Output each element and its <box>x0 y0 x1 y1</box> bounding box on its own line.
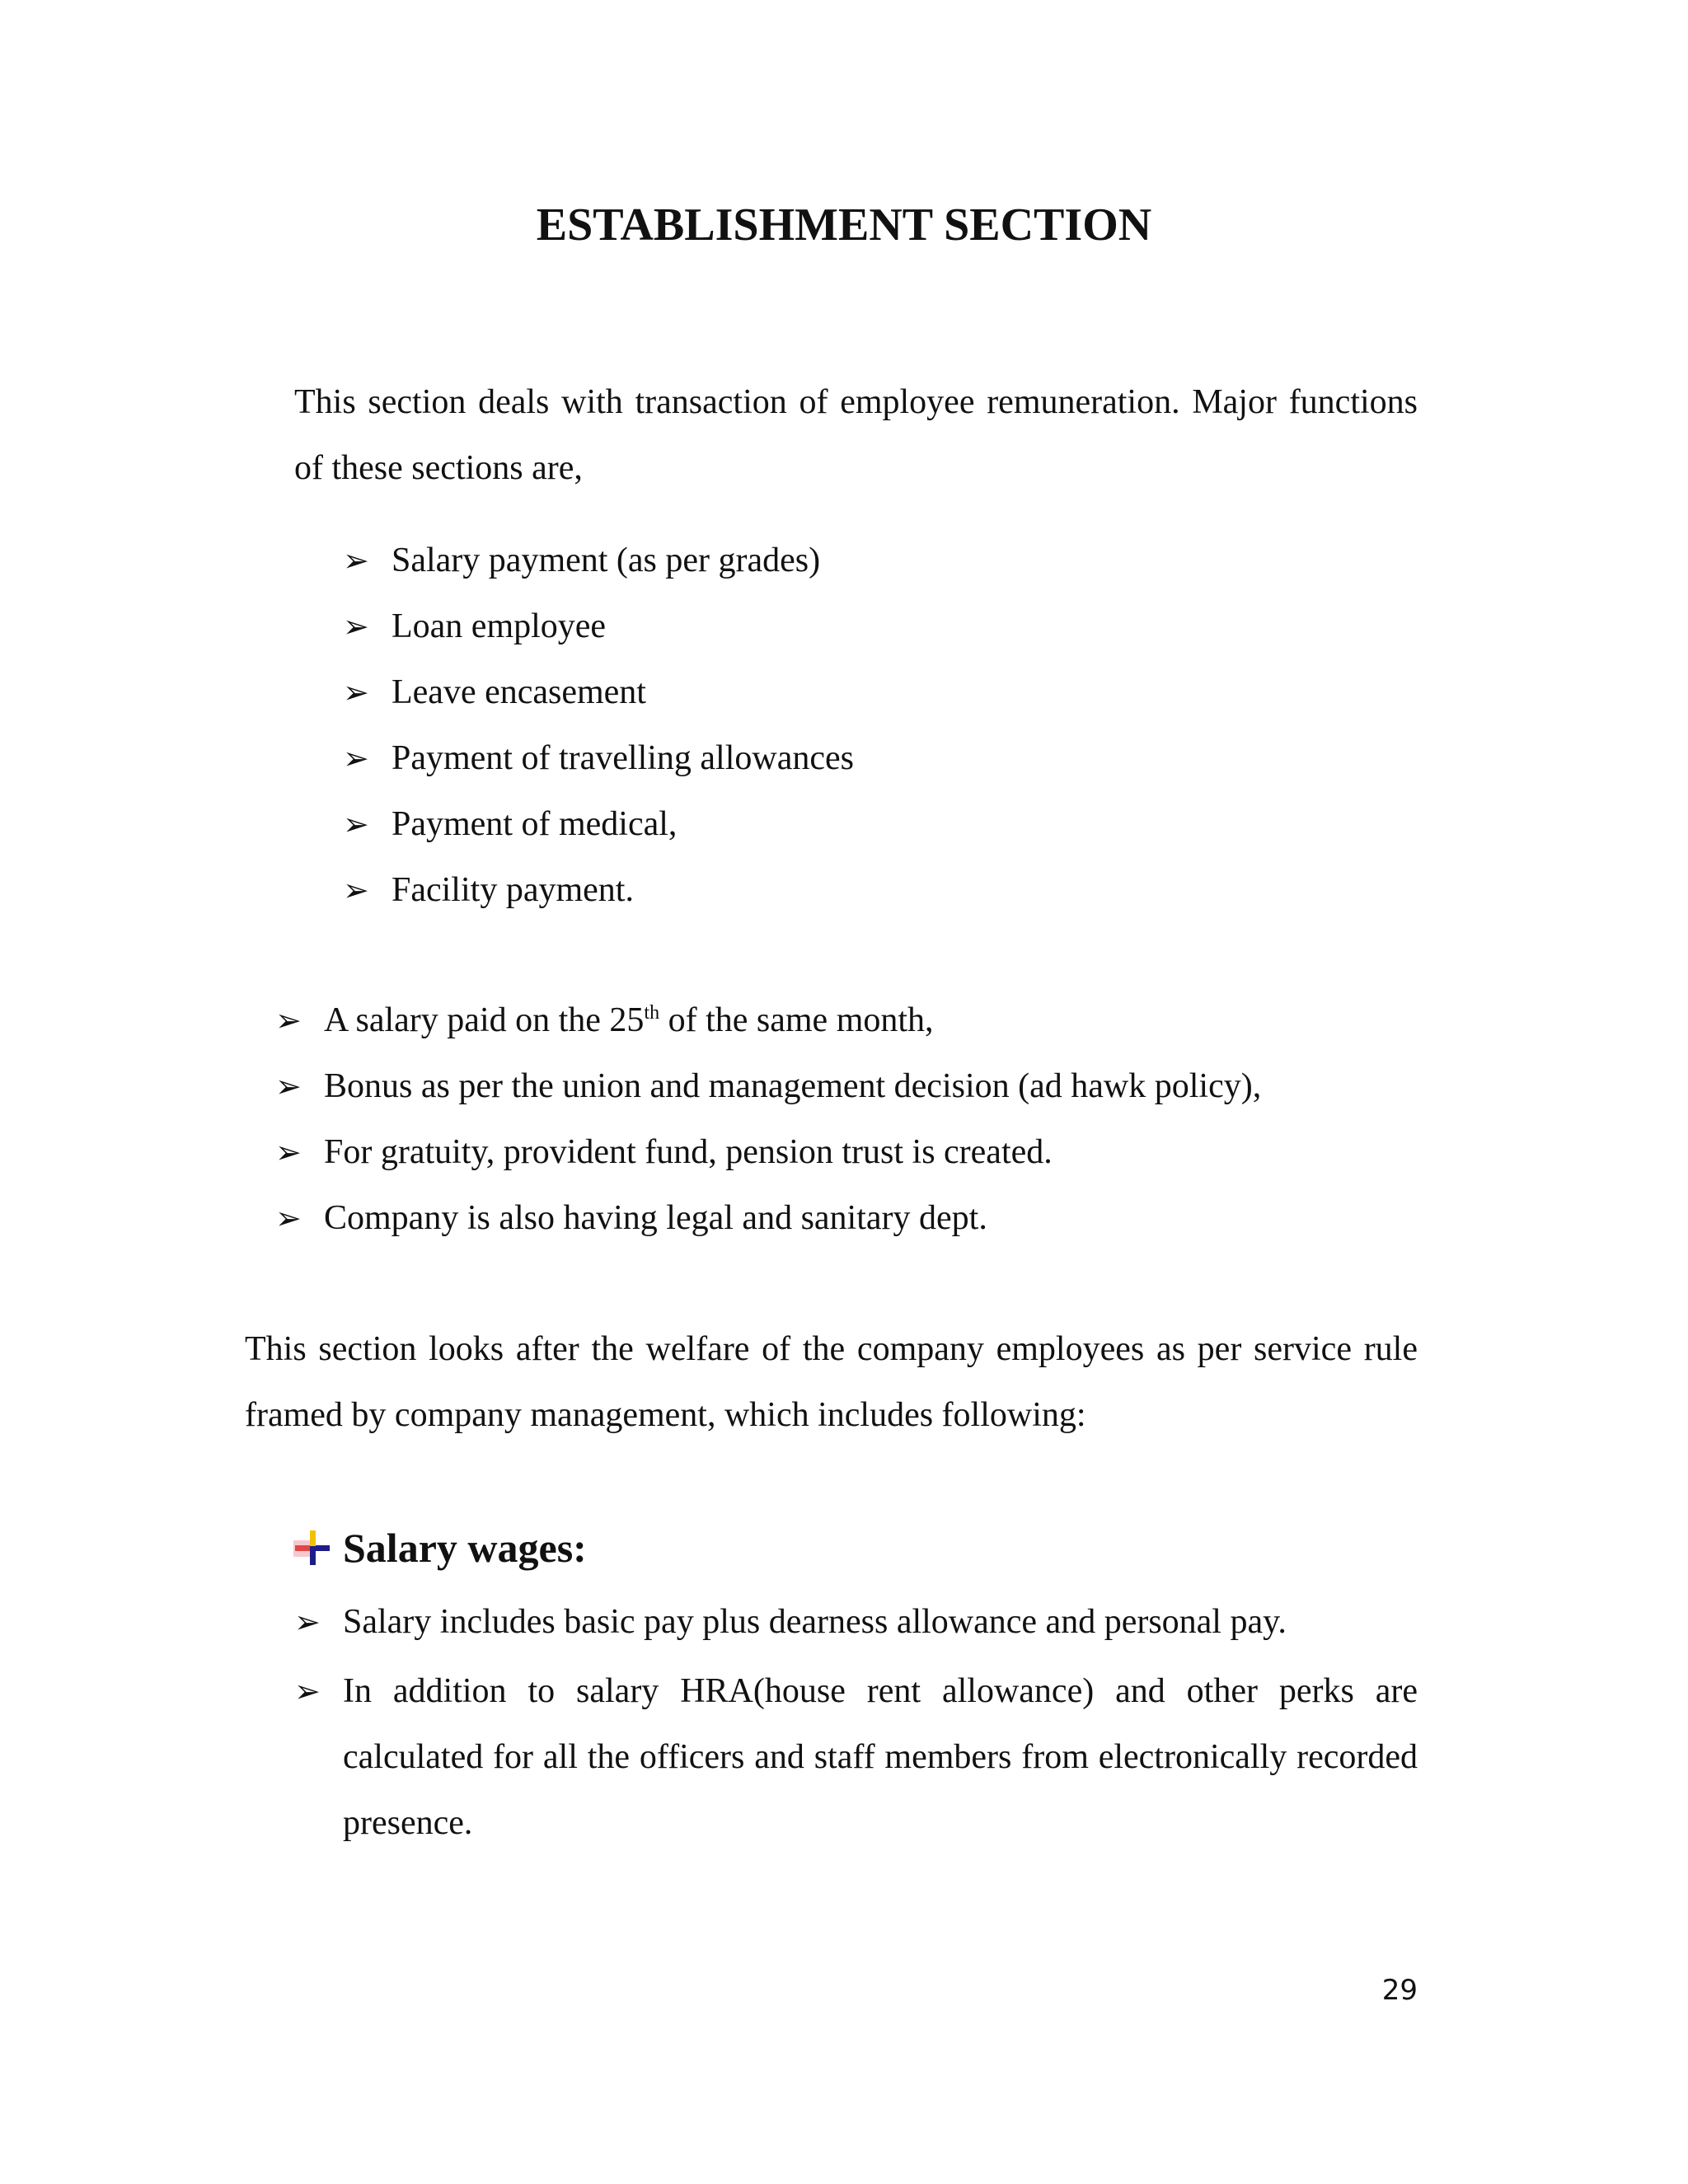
welfare-paragraph: This section looks after the welfare of the company employees as per service rule framed by company management, which includes following: <box>245 1330 1418 1434</box>
list-item: ➢ Bonus as per the union and management decision (ad hawk policy), <box>275 1053 1261 1119</box>
list-item: ➢ Loan employee <box>343 593 854 659</box>
list-item: ➢ Leave encasement <box>343 659 854 725</box>
arrow-bullet-icon: ➢ <box>294 1604 321 1640</box>
page-number: 29 <box>1381 1974 1418 2007</box>
salary-wages-heading <box>293 1515 587 1581</box>
arrow-bullet-icon: ➢ <box>343 542 369 579</box>
arrow-bullet-icon: ➢ <box>343 674 369 710</box>
arrow-bullet-icon: ➢ <box>294 1673 321 1709</box>
functions-list <box>343 527 854 923</box>
ordinal-suffix: th <box>644 1002 660 1024</box>
list-item: ➢ Salary payment (as per grades) <box>343 527 854 593</box>
list-item: ➢ In addition to salary HRA(house rent allowance) and other perks are calculated for all the officers and staff members from electronically recorded presence. <box>294 1658 1418 1856</box>
arrow-bullet-icon: ➢ <box>275 1200 302 1236</box>
facts-list <box>275 987 1261 1251</box>
list-item: ➢ Payment of medical, <box>343 791 854 857</box>
arrow-bullet-icon: ➢ <box>343 872 369 908</box>
list-item: ➢ Payment of travelling allowances <box>343 725 854 791</box>
arrow-bullet-icon: ➢ <box>275 1134 302 1170</box>
list-item: ➢ For gratuity, provident fund, pension trust is created. <box>275 1119 1261 1185</box>
arrow-bullet-icon: ➢ <box>343 608 369 644</box>
arrow-bullet-icon: ➢ <box>343 740 369 776</box>
arrow-bullet-icon: ➢ <box>275 1002 302 1038</box>
list-item: ➢ Facility payment. <box>343 857 854 923</box>
plus-bullet-icon <box>293 1529 331 1567</box>
list-item: ➢ Salary includes basic pay plus dearness allowance and personal pay. <box>294 1589 1418 1655</box>
arrow-bullet-icon: ➢ <box>275 1068 302 1104</box>
intro-paragraph: This section deals with transaction of employee remuneration. Major functions of these sections are, <box>294 383 1418 487</box>
salary-wages-list <box>294 1589 1418 1856</box>
page-title: ESTABLISHMENT SECTION <box>536 199 1152 251</box>
arrow-bullet-icon: ➢ <box>343 806 369 842</box>
list-item: ➢ Company is also having legal and sanitary dept. <box>275 1185 1261 1251</box>
list-item: ➢ A salary paid on the 25th of the same month, <box>275 987 1261 1053</box>
subheading-text: Salary wages: <box>343 1525 587 1571</box>
